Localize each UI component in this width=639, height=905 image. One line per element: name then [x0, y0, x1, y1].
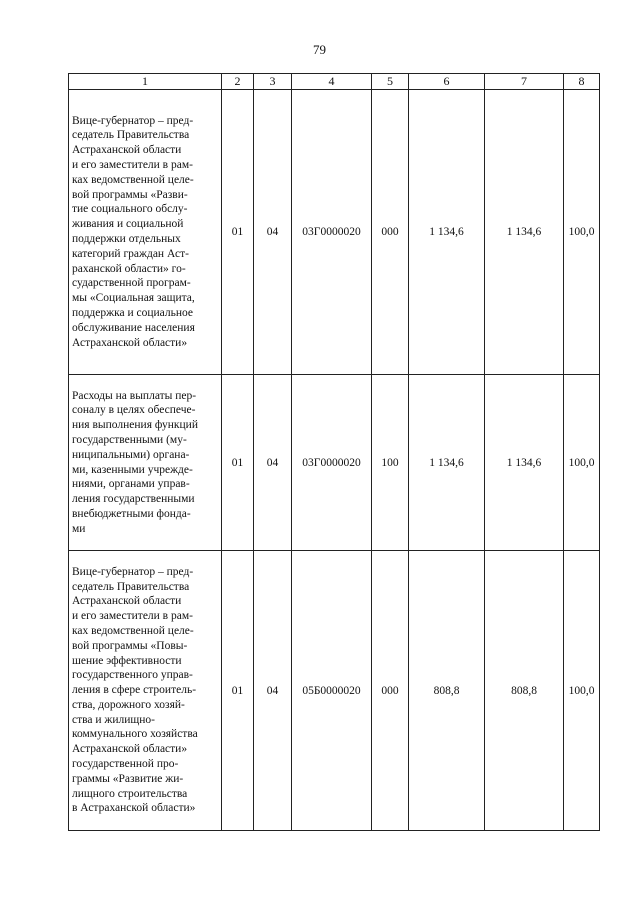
subsection-cell: 04 — [254, 375, 292, 551]
description-line: ния выполнения функций — [72, 419, 198, 432]
description-line: Вице-губернатор – пред- — [72, 565, 194, 578]
description-line: ниями, органами управ- — [72, 478, 190, 491]
description-line: внебюджетными фонда- — [72, 507, 191, 520]
header-col-8: 8 — [564, 74, 600, 90]
description-line: поддержки отдельных — [72, 233, 181, 245]
description-line: государственного управ- — [72, 669, 193, 682]
page-number: 79 — [313, 42, 326, 57]
description-line: государственными (му- — [72, 433, 187, 446]
description-line: и его заместители в рам- — [72, 159, 193, 172]
percent-cell: 100,0 — [564, 551, 600, 831]
row-description — [69, 375, 222, 551]
table-row — [69, 375, 600, 551]
plan-cell: 1 134,6 — [409, 90, 485, 375]
description-line: вой программы «Разви- — [72, 188, 188, 201]
percent-cell: 100,0 — [564, 375, 600, 551]
description-line: Астраханской области — [72, 595, 182, 608]
description-line: ми, казенными учрежде- — [72, 463, 193, 476]
header-col-6: 6 — [409, 74, 485, 90]
description-line: лищного строительства — [72, 787, 188, 800]
description-line: вой программы «Повы- — [72, 639, 188, 652]
description-line: Астраханской области» — [72, 336, 188, 349]
description-line: шение эффективности — [72, 654, 182, 667]
row-description — [69, 551, 222, 831]
expense-type-cell: 100 — [372, 375, 409, 551]
header-col-7: 7 — [485, 74, 564, 90]
description-line: ства, дорожного хозяй- — [72, 698, 185, 711]
section-cell: 01 — [222, 551, 254, 831]
description-line: ства и жилищно- — [72, 713, 155, 726]
table-row — [69, 551, 600, 831]
header-col-2: 2 — [222, 74, 254, 90]
plan-cell: 808,8 — [409, 551, 485, 831]
description-line: седатель Правительства — [72, 580, 190, 593]
description-line: Расходы на выплаты пер- — [72, 389, 197, 402]
description-line: в Астраханской области» — [72, 802, 196, 815]
table-row — [69, 90, 600, 375]
description-line: ниципальными) органа- — [72, 448, 190, 461]
subsection-cell: 04 — [254, 90, 292, 375]
description-line: Астраханской области» — [72, 743, 188, 756]
description-line: живания и социальной — [72, 218, 184, 231]
description-line: седатель Правительства — [72, 129, 190, 142]
target-article-cell: 03Г0000020 — [292, 375, 372, 551]
target-article-cell: 05Б0000020 — [292, 551, 372, 831]
subsection-cell: 04 — [254, 551, 292, 831]
description-line: Вице-губернатор – пред- — [72, 114, 194, 127]
description-line: категорий граждан Аст- — [72, 247, 189, 260]
header-col-4: 4 — [292, 74, 372, 90]
description-line: ления в сфере строитель- — [72, 684, 197, 697]
fact-cell: 808,8 — [485, 551, 564, 831]
row-description — [69, 90, 222, 375]
section-cell: 01 — [222, 375, 254, 551]
header-col-5: 5 — [372, 74, 409, 90]
description-line: ления государственными — [72, 493, 195, 506]
description-line: соналу в целях обеспече- — [72, 404, 196, 417]
percent-cell: 100,0 — [564, 90, 600, 375]
description-line: мы «Социальная защита, — [72, 292, 195, 305]
description-line: тие социального обслу- — [72, 203, 188, 216]
expense-type-cell: 000 — [372, 90, 409, 375]
target-article-cell: 03Г0000020 — [292, 90, 372, 375]
description-line: ках ведомственной целе- — [72, 173, 194, 186]
description-line: государственной про- — [72, 758, 179, 771]
description-line: обслуживание населения — [72, 321, 195, 334]
fact-cell: 1 134,6 — [485, 375, 564, 551]
description-line: Астраханской области — [72, 144, 182, 157]
header-row — [69, 74, 600, 90]
description-line: граммы «Развитие жи- — [72, 772, 184, 785]
description-line: коммунального хозяйства — [72, 728, 198, 741]
description-line: и его заместители в рам- — [72, 610, 193, 623]
expense-type-cell: 000 — [372, 551, 409, 831]
section-cell: 01 — [222, 90, 254, 375]
plan-cell: 1 134,6 — [409, 375, 485, 551]
description-line: ках ведомственной целе- — [72, 624, 194, 637]
header-col-3: 3 — [254, 74, 292, 90]
description-line: ми — [72, 522, 86, 535]
description-line: раханской области» го- — [72, 262, 186, 275]
budget-table — [68, 73, 600, 831]
fact-cell: 1 134,6 — [485, 90, 564, 375]
description-line: сударственной програм- — [72, 277, 191, 290]
description-line: поддержка и социальное — [72, 306, 193, 319]
header-col-1: 1 — [69, 74, 222, 90]
